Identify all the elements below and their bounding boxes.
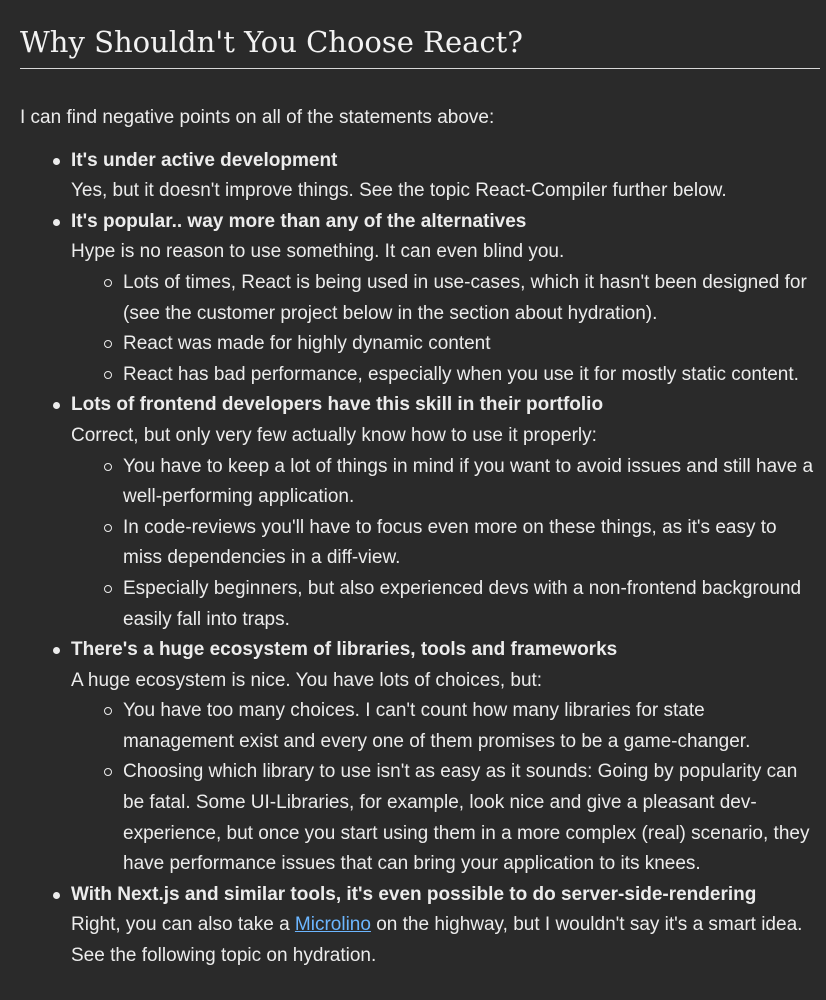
list-item [20, 390, 820, 635]
point-title: Lots of frontend developers have this skill in their portfolio [71, 394, 604, 416]
point-text [71, 910, 820, 971]
sub-list [71, 268, 820, 390]
sub-list-item: Choosing which library to use isn't as easy as it sounds: Going by popularity can be fatal. Some UI-Libraries, for example, look nice and give a pleasant dev-experience, but once you start using them in a more complex (real) scenario, they have performance issues that can bring your application to its knees. [71, 757, 820, 879]
sub-list-item: You have too many choices. I can't count how many libraries for state management exist and every one of them promises to be a game-changer. [71, 696, 820, 757]
sub-list-item: React has bad performance, especially when you use it for mostly static content. [71, 360, 820, 391]
point-text-before-link: Right, you can also take a [71, 914, 295, 936]
sub-list-item: In code-reviews you'll have to focus even more on these things, as it's easy to miss dependencies in a diff-view. [71, 513, 820, 574]
point-title: It's under active development [71, 149, 338, 171]
points-list [20, 146, 820, 972]
sub-list-item: Lots of times, React is being used in use-cases, which it hasn't been designed for (see the customer project below in the section about hydration). [71, 268, 820, 329]
list-item [20, 207, 820, 391]
point-title: With Next.js and similar tools, it's even possible to do server-side-rendering [71, 883, 757, 905]
sub-list-item: Especially beginners, but also experienced devs with a non-frontend background easily fall into traps. [71, 574, 820, 635]
sub-list [71, 696, 820, 880]
point-text: Correct, but only very few actually know how to use it properly: [71, 424, 597, 446]
point-title: It's popular.. way more than any of the alternatives [71, 210, 527, 232]
list-item [20, 880, 820, 972]
microlino-link[interactable]: Microlino [294, 914, 371, 936]
sub-list-item: React was made for highly dynamic content [71, 329, 820, 360]
point-title: There's a huge ecosystem of libraries, tools and frameworks [71, 639, 618, 661]
sub-list-item: You have to keep a lot of things in mind if you want to avoid issues and still have a well-performing application. [71, 452, 820, 513]
point-text: A huge ecosystem is nice. You have lots of choices, but: [71, 669, 543, 691]
list-item [20, 146, 820, 207]
list-item [20, 635, 820, 880]
section-heading: Why Shouldn't You Choose React? [20, 18, 820, 69]
article [20, 0, 820, 972]
point-text-after-link: on the highway, but I wouldn't say it's a smart idea. See the following topic on hydration. [71, 914, 803, 967]
point-text: Hype is no reason to use something. It can even blind you. [71, 241, 565, 263]
intro-paragraph: I can find negative points on all of the statements above: [20, 107, 495, 128]
sub-list [71, 452, 820, 636]
point-text: Yes, but it doesn't improve things. See the topic React-Compiler further below. [71, 180, 727, 202]
